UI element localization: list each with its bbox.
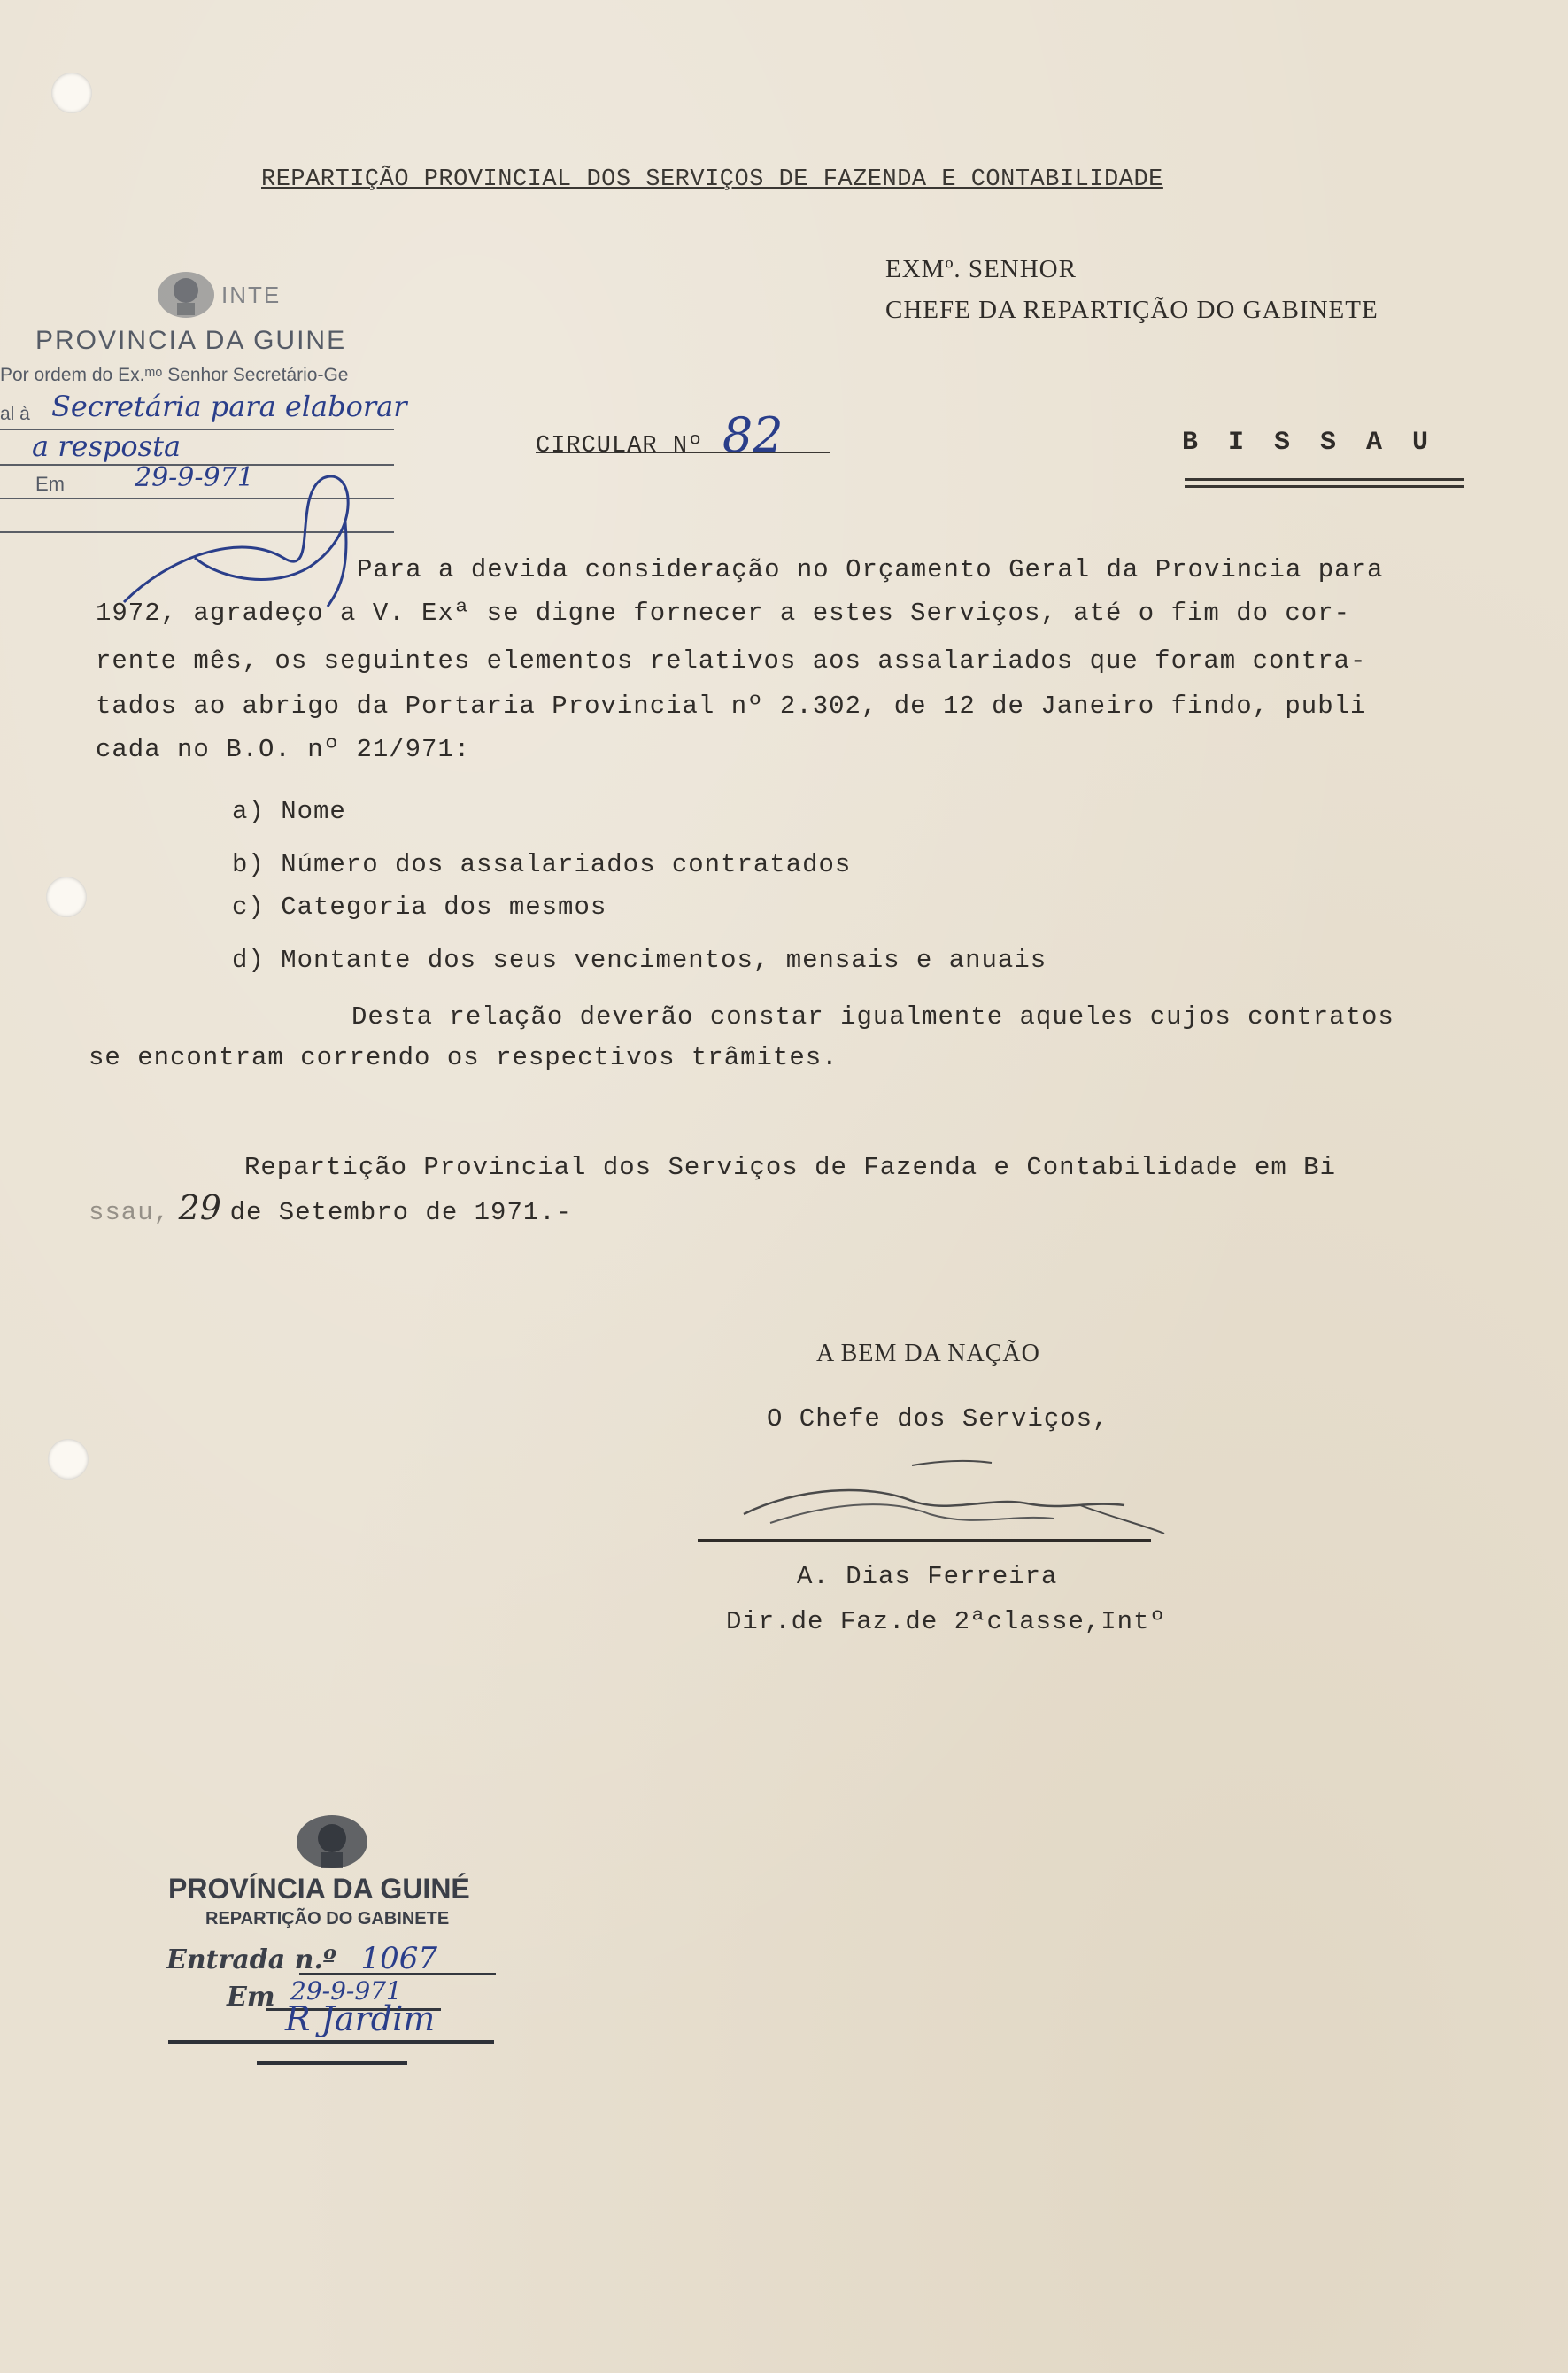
stamp-bottom-date-label: Em [227, 1982, 275, 2013]
coat-of-arms-icon [146, 264, 226, 326]
stamp-top-province: PROVINCIA DA GUINE [35, 326, 347, 355]
addressee-line-2: CHEFE DA REPARTIÇÃO DO GABINETE [885, 296, 1379, 324]
stamp-bottom-rule-4 [257, 2061, 407, 2065]
pen-scribble-icon [89, 425, 381, 620]
city-double-underline-1 [1185, 478, 1464, 481]
stamp-bottom-rule-1 [299, 1973, 496, 1975]
list-item-c: c) Categoria dos mesmos [232, 893, 607, 922]
stamp-bottom-date: 29-9-971 [290, 1976, 402, 2006]
closing-line-2-suffix: de Setembro de 1971.- [229, 1198, 573, 1227]
stamp-bottom-entry-number: 1067 [360, 1941, 438, 1976]
punch-hole-lower [48, 1439, 89, 1480]
stamp-top-date: 29-9-971 [135, 462, 254, 493]
department-heading: REPARTIÇÃO PROVINCIAL DOS SERVIÇOS DE FAZENDA E CONTABILIDADE [261, 166, 1163, 193]
signatory-title: Dir.de Faz.de 2ªclasse,Intº [726, 1607, 1166, 1636]
signature-scribble [708, 1452, 1169, 1550]
list-item-b: b) Número dos assalariados contratados [232, 850, 852, 879]
closing-day: 29 [178, 1188, 221, 1227]
body-paragraph-1-line-4: tados ao abrigo da Portaria Provincial nº 2.302, de 12 de Janeiro findo, publi [96, 692, 1367, 721]
list-item-d: d) Montante dos seus vencimentos, mensais e anuais [232, 946, 1047, 975]
stamp-top-line-prefix: al à [0, 404, 30, 424]
circular-label: CIRCULAR Nº [536, 433, 704, 460]
stamp-top-date-label: Em [35, 473, 65, 495]
coat-of-arms-icon-bottom [288, 1808, 376, 1879]
circular-heading [536, 407, 784, 463]
punch-hole-top [51, 73, 92, 113]
stamp-bottom-province: PROVÍNCIA DA GUINÉ [168, 1873, 470, 1905]
addressee-line-1: EXMº. SENHOR [885, 255, 1077, 283]
body-paragraph-1-line-3: rente mês, os seguintes elementos relativos aos assalariados que foram contra- [96, 646, 1367, 676]
city-double-underline-2 [1185, 485, 1464, 488]
closing-line-2 [89, 1188, 572, 1227]
stamp-bottom-entry-label: Entrada n.º [166, 1944, 336, 1975]
body-paragraph-2-line-2: se encontram correndo os respectivos trâmites. [89, 1043, 838, 1072]
city-name: B I S S A U [1182, 428, 1436, 458]
list-item-a: a) Nome [232, 797, 346, 826]
body-paragraph-1-line-2: 1972, agradeço a V. Exª se digne fornecer a estes Serviços, até o fim do cor- [96, 599, 1351, 628]
body-paragraph-2-line-1: Desta relação deverão constar igualmente aqueles cujos contratos [351, 1002, 1394, 1032]
closing-line-1: Repartição Provincial dos Serviços de Fazenda e Contabilidade em Bi [244, 1153, 1336, 1182]
salutation: A BEM DA NAÇÃO [816, 1340, 1040, 1367]
circular-number: 82 [722, 407, 784, 463]
circular-underline [536, 452, 830, 453]
signature-line [698, 1539, 1151, 1542]
stamp-top-handwritten-instruction-1: Secretária para elaborar [51, 390, 407, 423]
signatory-name: A. Dias Ferreira [797, 1562, 1058, 1591]
body-paragraph-1-line-1: Para a devida consideração no Orçamento Geral da Provincia para [357, 555, 1384, 584]
stamp-bottom-initials: R Jardim [285, 1999, 436, 2038]
stamp-bottom-department: REPARTIÇÃO DO GABINETE [205, 1909, 450, 1929]
stamp-top-order-line: Por ordem do Ex.ᵐᵒ Senhor Secretário-Ge [0, 365, 349, 385]
stamp-top-handwritten-instruction-2: a resposta [32, 429, 182, 463]
stamp-bottom-rule-3 [168, 2040, 494, 2044]
closing-line-2-prefix: ssau, [89, 1198, 171, 1227]
signature-role: O Chefe dos Serviços, [767, 1404, 1109, 1434]
stamp-bottom-entry [166, 1941, 437, 1976]
body-paragraph-1-line-5: cada no B.O. nº 21/971: [96, 735, 471, 764]
punch-hole-middle [46, 877, 87, 917]
stamp-top-heading: INTE [221, 282, 282, 308]
